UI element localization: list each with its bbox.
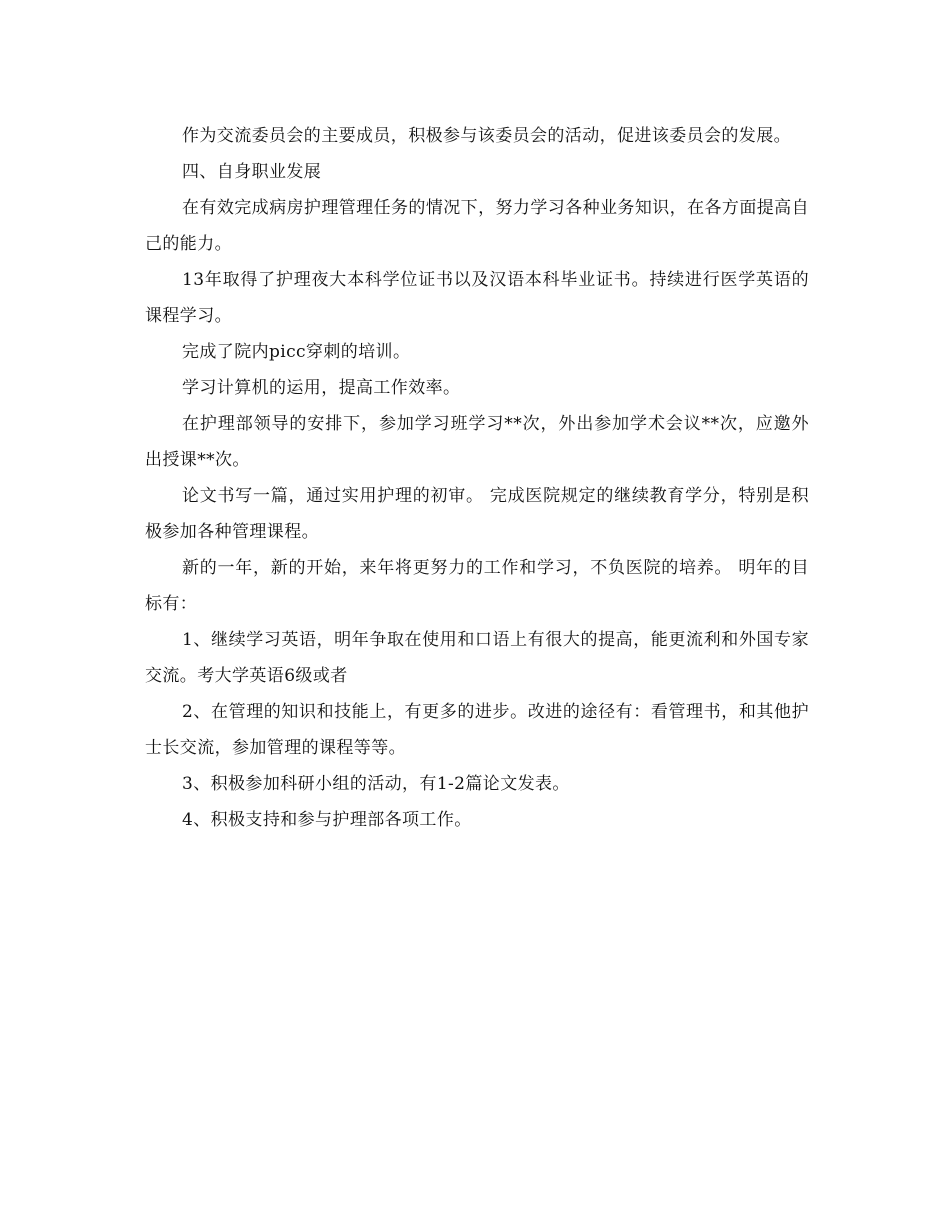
paragraph-computer: 学习计算机的运用，提高工作效率。: [182, 378, 461, 398]
paragraph-committee: 作为交流委员会的主要成员，积极参与该委员会的活动，促进该委员会的发展。: [182, 126, 791, 146]
goal-item-1: 1、继续学习英语，明年争取在使用和口语上有很大的提高，能更流利和外国专家交流。考大学英语6级或者: [145, 630, 809, 686]
goal-item-3: 3、积极参加科研小组的活动，有1-2篇论文发表。: [182, 774, 570, 794]
goal-item-4: 4、积极支持和参与护理部各项工作。: [182, 810, 472, 830]
document-body: [145, 118, 809, 838]
goal-item-2: 2、在管理的知识和技能上，有更多的进步。改进的途径有：看管理书，和其他护士长交流，参加管理的课程等等。: [145, 702, 809, 758]
paragraph-classes-conferences: 在护理部领导的安排下，参加学习班学习**次，外出参加学术会议**次，应邀外出授课**次。: [145, 414, 809, 470]
paragraph-new-year: 新的一年，新的开始，来年将更努力的工作和学习，不负医院的培养。 明年的目标有：: [145, 558, 809, 614]
paragraph-certificates: 13年取得了护理夜大本科学位证书以及汉语本科毕业证书。持续进行医学英语的课程学习。: [145, 270, 809, 326]
section-heading-career-development: 四、自身职业发展: [182, 162, 322, 182]
paragraph-thesis: 论文书写一篇，通过实用护理的初审。 完成医院规定的继续教育学分，特别是积极参加各种管理课程。: [145, 486, 809, 542]
paragraph-picc-training: 完成了院内picc穿刺的培训。: [182, 342, 411, 362]
paragraph-study: 在有效完成病房护理管理任务的情况下，努力学习各种业务知识，在各方面提高自己的能力。: [145, 198, 809, 254]
